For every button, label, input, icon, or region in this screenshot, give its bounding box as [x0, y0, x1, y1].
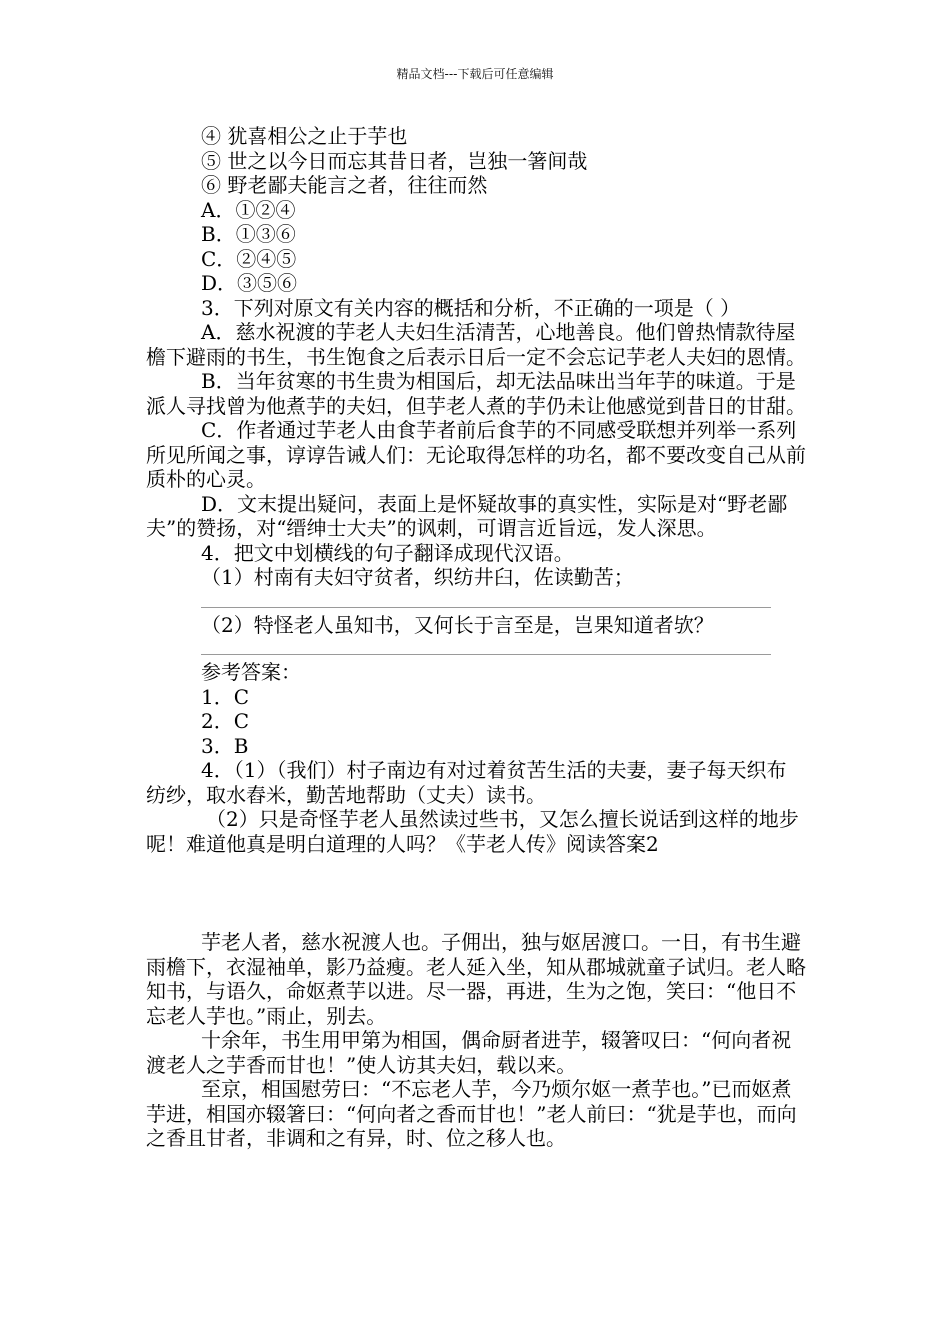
answer-line-2[interactable]: [201, 637, 771, 655]
answer-2: 2．C: [201, 709, 250, 733]
q3-stem: 3．下列对原文有关内容的概括和分析，不正确的一项是（ ）: [201, 295, 741, 320]
q2-item-4: ④ 犹喜相公之止于芋也: [201, 124, 408, 148]
page-header: 精品文档---下载后可任意编辑: [396, 67, 554, 81]
passage-paragraph-2: 十余年，书生用甲第为相国，偶命厨者进芋，辍箸叹曰：“何向者祝渡老人之芋香而甘也！”使人访其夫妇，载以来。: [146, 1028, 792, 1077]
answer-4-2: （2）只是奇怪芋老人虽然读过些书，又怎么擅长说话到这样的地步呢！难道他真是明白道理的人吗？《芋老人传》阅读答案2: [146, 807, 799, 856]
q2-item-6: ⑥ 野老鄙夫能言之者，往往而然: [201, 173, 488, 197]
answer-4-1: 4．（1）（我们）村子南边有对过着贫苦生活的夫妻，妻子每天织布纺纱，取水舂米，勤苦地帮助（丈夫）读书。: [146, 758, 787, 807]
q3-option-c: C．作者通过芋老人由食芋者前后食芋的不同感受联想并列举一系列所见所闻之事，谆谆告诫人们：无论取得怎样的功名，都不要改变自己从前质朴的心灵。: [146, 418, 806, 491]
q3-option-a: A．慈水祝渡的芋老人夫妇生活清苦，心地善良。他们曾热情款待屋檐下避雨的书生，书生饱食之后表示日后一定不会忘记芋老人夫妇的恩情。: [146, 320, 806, 369]
answers-heading: 参考答案：: [201, 660, 301, 684]
q2-option-c: C．②④⑤: [201, 246, 297, 271]
passage-paragraph-3: 至京，相国慰劳曰：“不忘老人芋，今乃烦尔妪一煮芋也。”已而妪煮芋进，相国亦辍箸曰：“何向者之香而甘也！”老人前曰：“犹是芋也，而向之香且甘者，非调和之有异，时、位之移人也。: [146, 1077, 797, 1150]
answer-1: 1．C: [201, 684, 250, 709]
section-gap: [146, 856, 806, 930]
q2-option-d: D．③⑤⑥: [201, 271, 298, 295]
answer-line-1[interactable]: [201, 590, 771, 608]
q4-sentence-2: （2）特怪老人虽知书，又何长于言至是，岂果知道者欤？: [201, 612, 714, 637]
q2-option-b: B．①③⑥: [201, 222, 296, 246]
q3-option-b: B．当年贫寒的书生贵为相国后，却无法品味出当年芋的味道。于是派人寻找曾为他煮芋的夫妇，但芋老人煮的芋仍未让他感觉到昔日的甘甜。: [146, 369, 806, 418]
q4-sentence-1: （1）村南有夫妇守贫者，织纺井臼，佐读勤苦；: [201, 565, 634, 589]
q2-item-5: ⑤ 世之以今日而忘其昔日者，岂独一箸间哉: [201, 148, 588, 173]
q2-option-a: A．①②④: [201, 197, 296, 222]
passage-paragraph-1: 芋老人者，慈水祝渡人也。子佣出，独与妪居渡口。一日，有书生避雨檐下，衣湿袖单，影乃益瘦。老人延入坐，知从郡城就童子试归。老人略知书，与语久，命妪煮芋以进。尽一器，再进，生为之饱，笑曰：“他日不忘老人芋也。”雨止，别去。: [146, 930, 806, 1028]
q3-option-d: D．文末提出疑问，表面上是怀疑故事的真实性，实际是对“野老鄙夫”的赞扬，对“缙绅士大夫”的讽刺，可谓言近旨远，发人深思。: [146, 491, 788, 540]
q4-stem: 4．把文中划横线的句子翻译成现代汉语。: [201, 540, 574, 565]
answer-3: 3．B: [201, 733, 249, 758]
document-body: [146, 124, 806, 1151]
